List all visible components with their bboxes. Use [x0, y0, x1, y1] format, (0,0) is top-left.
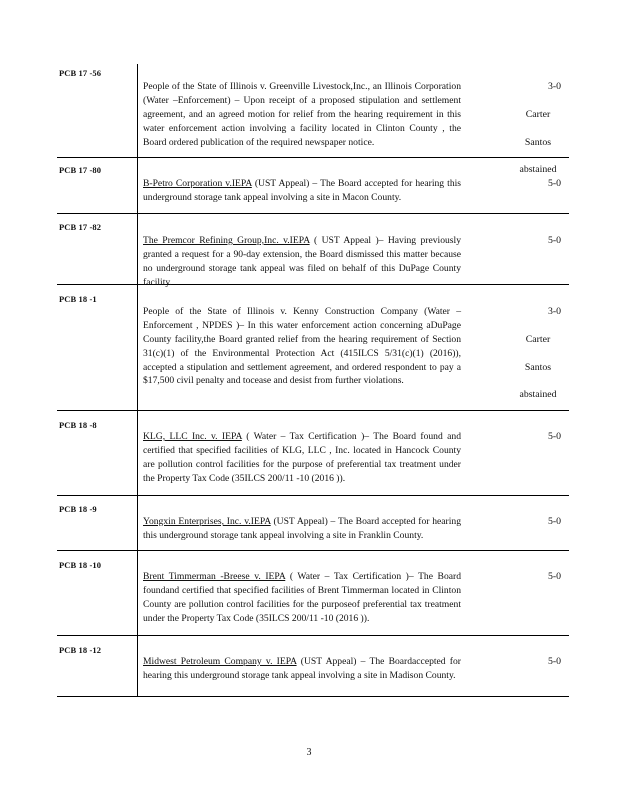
- case-summary: ( UST Appeal )– Having previously granted a request for a 90-day extension, the Board dismissed this matter because no underground storage tank appeal was filed on behalf of this DuPage County facility.: [143, 234, 461, 288]
- case-summary: (UST Appeal) – The Boardaccepted for hearing this underground storage tank appeal involving a site in Madison County.: [143, 655, 461, 681]
- vote-note-2: Santos: [524, 136, 552, 148]
- table-row: [57, 213, 569, 288]
- table-row: [57, 157, 569, 214]
- docket-number: PCB 18 -10: [59, 560, 102, 570]
- vote-tally: 5-0: [547, 234, 561, 246]
- case-description: [143, 416, 461, 486]
- vote-tally: 5-0: [547, 655, 561, 667]
- vote-tally: 5-0: [547, 570, 561, 582]
- table-row: [57, 410, 569, 496]
- case-title: Brent Timmerman -Breese v. IEPA: [143, 570, 286, 582]
- case-description: [143, 291, 461, 388]
- case-title: The Premcor Refining Group,Inc. v.IEPA: [143, 234, 310, 246]
- case-description: [143, 501, 461, 543]
- vote-tally: 3-0: [547, 305, 561, 317]
- page-number: 3: [306, 747, 312, 758]
- vote-tally: 5-0: [547, 430, 561, 442]
- vote-note-3: abstained: [519, 389, 557, 401]
- case-title: Yongxin Enterprises, Inc. v.IEPA: [143, 515, 271, 527]
- vote-note-2: Santos: [524, 361, 552, 373]
- vote-cell: [491, 641, 561, 683]
- vote-note-1: Carter: [525, 108, 551, 120]
- case-summary: People of the State of Illinois v. Kenny Construction Company (Water –Enforcement , NPDES )– In this water enforcement action concerning aDuPage County facility,the Board granted relief from the hearing requirement of Section 31(c)(1) of the Environmental Protection Act (415ILCS 5/31(c)(1) (2016)), accepted a stipulation and settlement agreement, and ordered respondent to pay a $17,500 civil penalty and tocease and desist from further violations.: [143, 305, 461, 387]
- case-summary: (UST Appeal) – The Board accepted for hearing this underground storage tank appeal involving a site in Macon County.: [143, 177, 462, 203]
- vote-tally: 5-0: [547, 177, 561, 189]
- case-title: KLG, LLC Inc. v. IEPA: [143, 430, 242, 442]
- case-title: B-Petro Corporation v.IEPA: [143, 177, 252, 189]
- table-row: [57, 495, 569, 551]
- case-summary: People of the State of Illinois v. Greenville Livestock,Inc., an Illinois Corporation (Water –Enforcement) – Upon receipt of a proposed stipulation and settlement agreement, and an agreed motion for relief from the hearing requirement in this water enforcement action involving a facility located in Clinton County , the Board ordered publication of the required newspaper notice.: [143, 80, 461, 148]
- docket-number: PCB 18 -9: [59, 504, 97, 514]
- docket-number: PCB 18 -12: [59, 645, 102, 655]
- table-row: [57, 550, 569, 636]
- vote-note-3: abstained: [519, 164, 557, 176]
- case-description: [143, 66, 461, 149]
- vote-tally: 5-0: [547, 515, 561, 527]
- vote-cell: [491, 291, 561, 416]
- case-summary: ( Water – Tax Certification )– The Board found and certified that specified facilities of KLG, LLC , Inc. located in Hancock County are pollution control facilities for the purpose of preferential tax treatment under the Property Tax Code (35ILCS 200/11 -10 (2016 )).: [143, 430, 461, 484]
- case-description: [143, 220, 461, 290]
- table-row: [57, 635, 569, 697]
- vote-note-1: Carter: [525, 333, 551, 345]
- vote-cell: [491, 163, 561, 205]
- docket-number: PCB 18 -8: [59, 420, 97, 430]
- case-title: Midwest Petroleum Company v. IEPA: [143, 655, 297, 667]
- vote-cell: [491, 416, 561, 458]
- vote-cell: [491, 556, 561, 598]
- vote-tally: 3-0: [547, 80, 561, 92]
- case-summary: (UST Appeal) – The Board accepted for hearing this underground storage tank appeal involving a site in Franklin County.: [143, 515, 461, 541]
- vote-cell: [491, 220, 561, 262]
- docket-number: PCB 17 -82: [59, 222, 102, 232]
- vote-cell: [491, 501, 561, 543]
- docket-number: PCB 17 -80: [59, 165, 102, 175]
- case-description: [143, 163, 461, 205]
- case-description: [143, 641, 461, 683]
- table-row: [57, 284, 569, 411]
- case-summary: ( Water – Tax Certification )– The Board foundand certified that specified facilities of Brent Timmerman located in Clinton County are pollution control facilities for the purposeof preferential tax treatment under the Property Tax Code (35ILCS 200/11 -10 (2016 )).: [143, 570, 461, 624]
- case-description: [143, 556, 461, 626]
- docket-number: PCB 18 -1: [59, 294, 97, 304]
- docket-number: PCB 17 -56: [59, 68, 102, 78]
